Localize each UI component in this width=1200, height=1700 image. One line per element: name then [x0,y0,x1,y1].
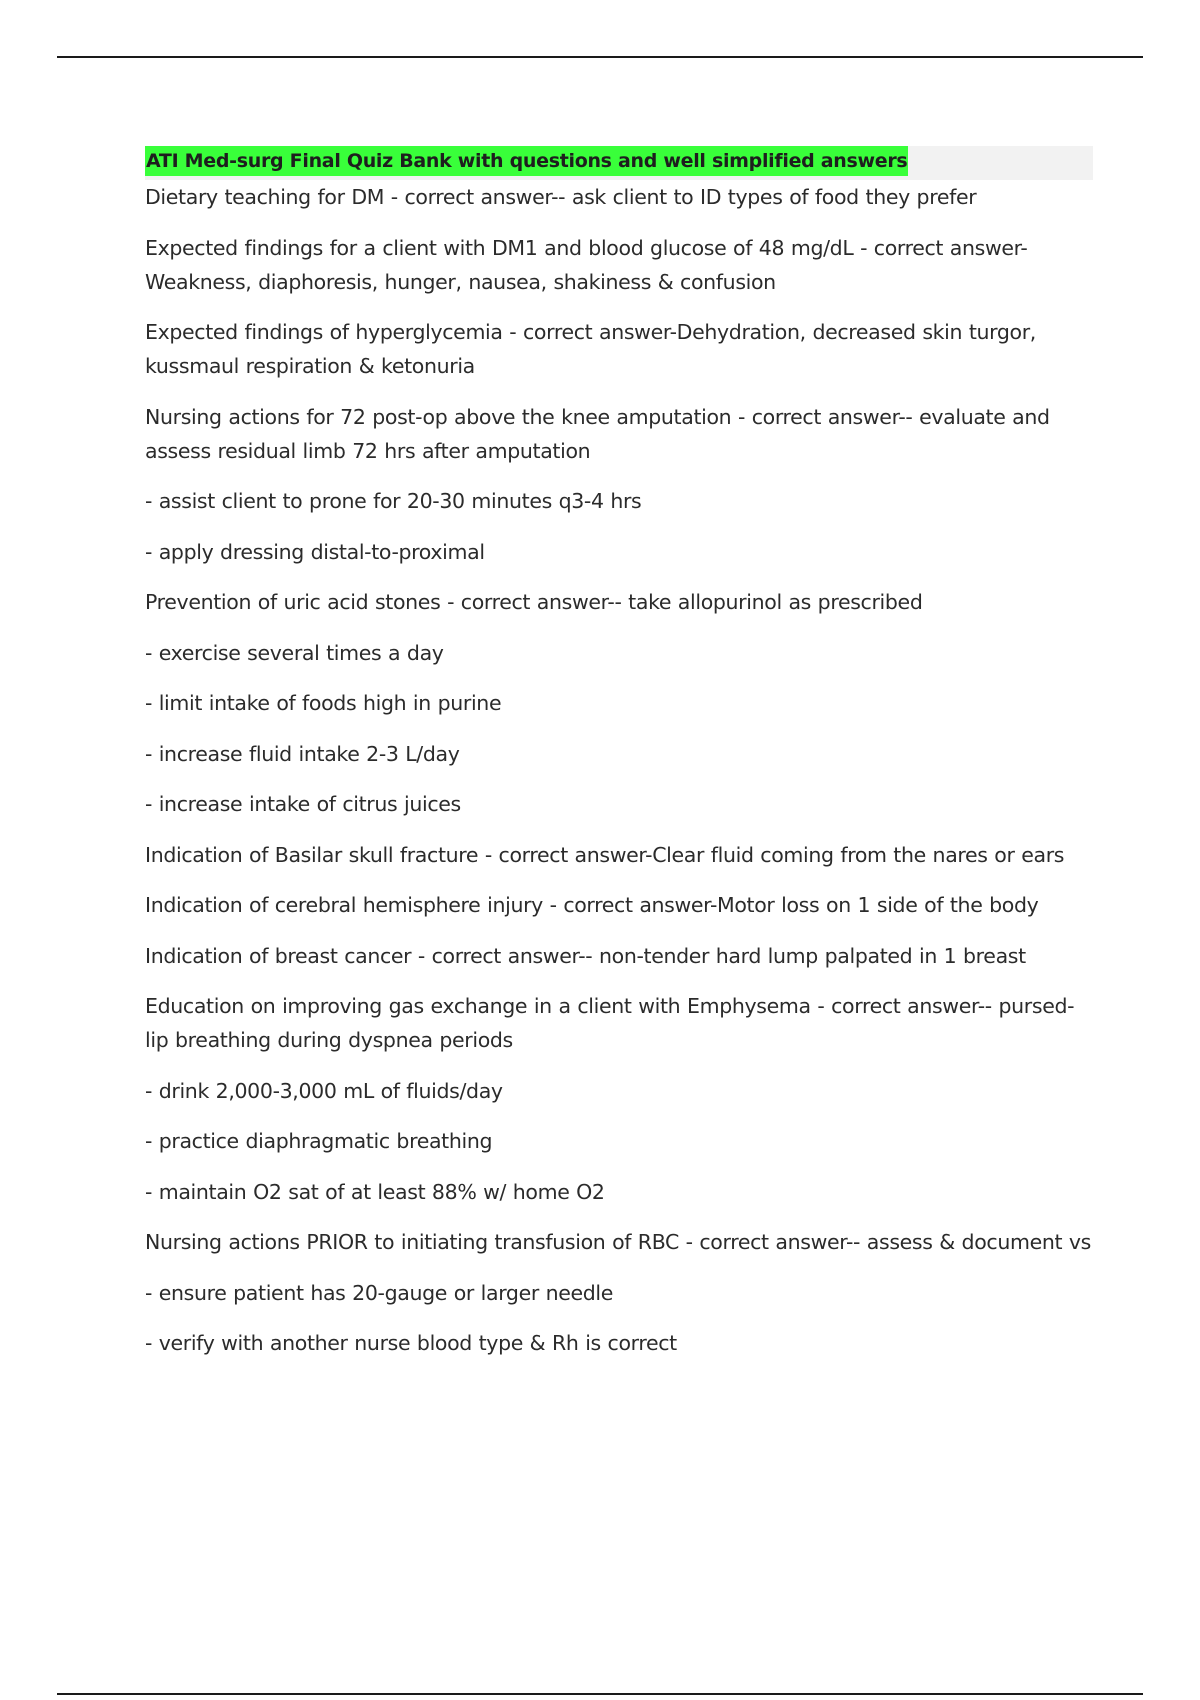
qa-entry: Dietary teaching for DM - correct answer-- ask client to ID types of food they prefer [145,185,977,209]
header-rule [57,56,1143,58]
qa-bullet: - maintain O2 sat of at least 88% w/ home O2 [145,1179,605,1204]
footer-rule [57,1693,1143,1695]
qa-bullet: - increase intake of citrus juices [145,792,461,816]
qa-bullet: - verify with another nurse blood type & Rh is correct [145,1331,677,1355]
qa-entry: Nursing actions for 72 post-op above the knee amputation - correct answer-- evaluate and assess residual limb 72 hrs after amputation [145,404,1050,463]
document-title: ATI Med-surg Final Quiz Bank with questions and well simplified answers [145,146,908,176]
qa-bullet: - assist client to prone for 20-30 minutes q3-4 hrs [145,489,642,513]
title-band [145,146,1093,180]
qa-bullet: - exercise several times a day [145,640,444,665]
qa-bullet: - increase fluid intake 2-3 L/day [145,741,460,766]
qa-entry: Prevention of uric acid stones - correct answer-- take allopurinol as prescribed [145,590,923,614]
qa-bullet: - drink 2,000-3,000 mL of fluids/day [145,1078,503,1103]
qa-bullet: - limit intake of foods high in purine [145,691,502,715]
document-body [145,146,1093,1360]
qa-entry: Indication of breast cancer - correct answer-- non-tender hard lump palpated in 1 breast [145,943,1026,968]
qa-entry: Nursing actions PRIOR to initiating transfusion of RBC - correct answer-- assess & document vs [145,1230,1091,1254]
qa-entry: Education on improving gas exchange in a client with Emphysema - correct answer-- pursed-lip breathing during dyspnea periods [145,994,1075,1052]
qa-entry: Expected findings for a client with DM1 and blood glucose of 48 mg/dL - correct answer-Weakness, diaphoresis, hunger, nausea, shakiness & confusion [145,235,1028,294]
qa-bullet: - apply dressing distal-to-proximal [145,539,485,564]
qa-entry: Indication of cerebral hemisphere injury - correct answer-Motor loss on 1 side of the body [145,893,1039,917]
qa-entry: Indication of Basilar skull fracture - correct answer-Clear fluid coming from the nares or ears [145,842,1065,867]
qa-entry: Expected findings of hyperglycemia - correct answer-Dehydration, decreased skin turgor, kussmaul respiration & ketonuria [145,320,1036,378]
qa-bullet: - practice diaphragmatic breathing [145,1129,493,1153]
qa-bullet: - ensure patient has 20-gauge or larger needle [145,1280,614,1305]
